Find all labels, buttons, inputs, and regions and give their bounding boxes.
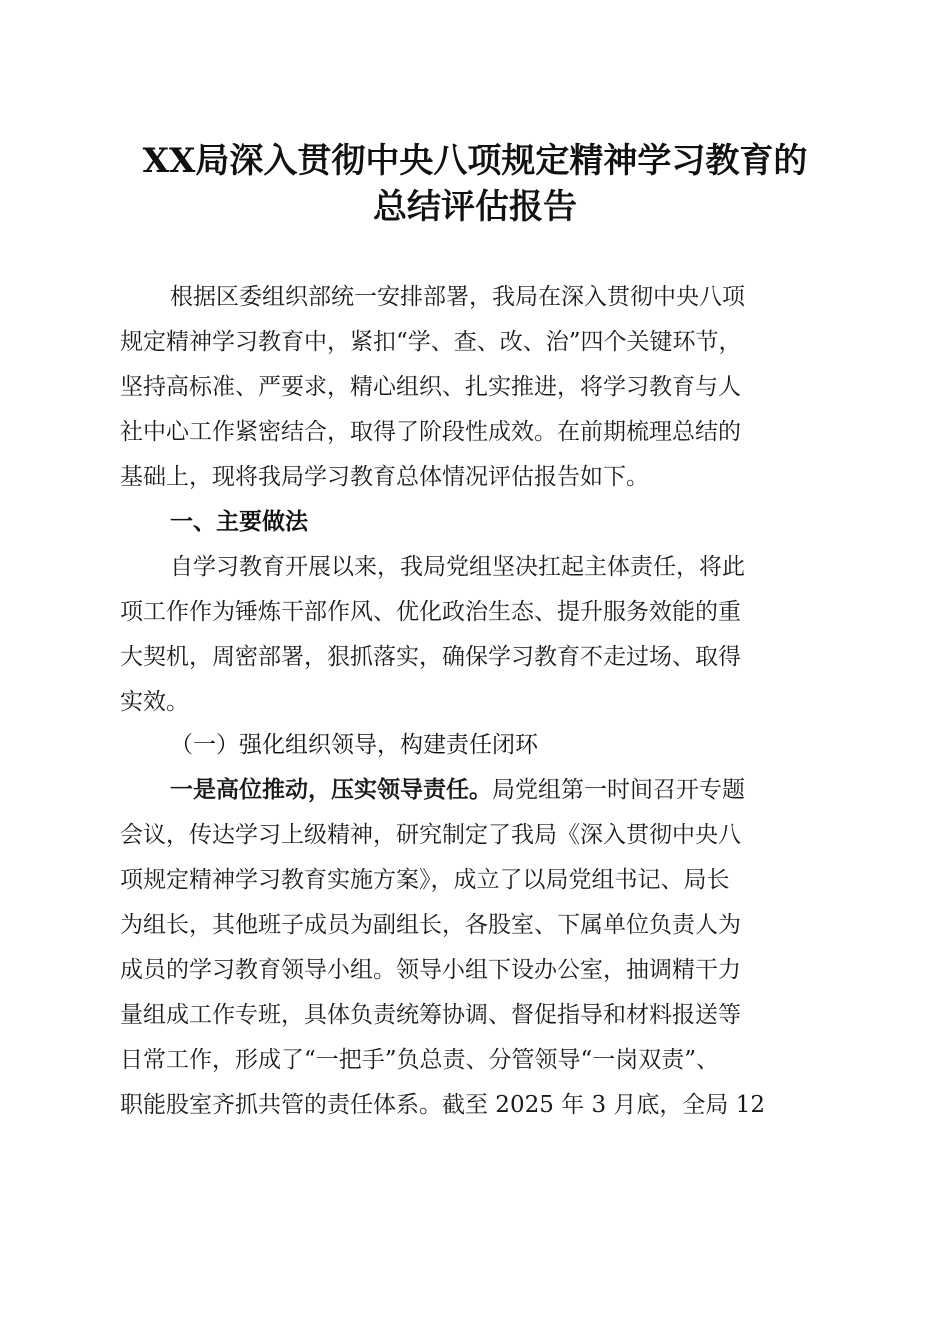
subsection1-line: 成员的学习教育领导小组。领导小组下设办公室，抽调精干力 (120, 957, 741, 983)
subsection1-first-line (120, 768, 835, 813)
section1-line: 大契机，周密部署，狠抓落实，确保学习教育不走过场、取得 (120, 644, 741, 670)
subsection1-line: 会议，传达学习上级精神，研究制定了我局《深入贯彻中央八 (120, 822, 741, 848)
subsection1-line: 日常工作，形成了“一把手”负总责、分管领导“一岗双责”、 (120, 1047, 720, 1073)
subsection-heading-organization: （一）强化组织领导，构建责任闭环 (170, 732, 538, 758)
subsection1-line: 量组成工作专班，具体负责统筹协调、督促指导和材料报送等 (120, 1002, 741, 1028)
section1-paragraph (120, 545, 835, 725)
intro-line: 根据区委组织部统一安排部署，我局在深入贯彻中央八项 (170, 284, 745, 310)
section1-line: 实效。 (120, 689, 189, 715)
intro-paragraph (120, 275, 835, 500)
subsection1-line: 为组长，其他班子成员为副组长，各股室、下属单位负责人为 (120, 912, 741, 938)
document-title-line-1: XX局深入贯彻中央八项规定精神学习教育的 (142, 141, 808, 181)
section-heading-main-practices: 一、主要做法 (170, 509, 308, 535)
intro-line: 规定精神学习教育中，紧扣“学、查、改、治”四个关键环节， (120, 329, 742, 355)
section1-line: 自学习教育开展以来，我局党组坚决扛起主体责任，将此 (170, 554, 745, 580)
paragraph-first-line-rest: 局党组第一时间召开专题 (492, 777, 745, 803)
section1-line: 项工作作为锤炼干部作风、优化政治生态、提升服务效能的重 (120, 599, 741, 625)
intro-line: 基础上，现将我局学习教育总体情况评估报告如下。 (120, 464, 649, 490)
subsection1-paragraph (120, 768, 835, 1128)
intro-line: 坚持高标准、严要求，精心组织、扎实推进，将学习教育与人 (120, 374, 741, 400)
paragraph-lead-phrase: 一是高位推动，压实领导责任。 (170, 777, 492, 803)
intro-line: 社中心工作紧密结合，取得了阶段性成效。在前期梳理总结的 (120, 419, 741, 445)
subsection1-line: 职能股室齐抓共管的责任体系。截至 2025 年 3 月底，全局 12 (120, 1092, 765, 1118)
subsection1-line: 项规定精神学习教育实施方案》，成立了以局党组书记、局长 (120, 867, 730, 893)
document-title-line-2: 总结评估报告 (373, 187, 577, 227)
